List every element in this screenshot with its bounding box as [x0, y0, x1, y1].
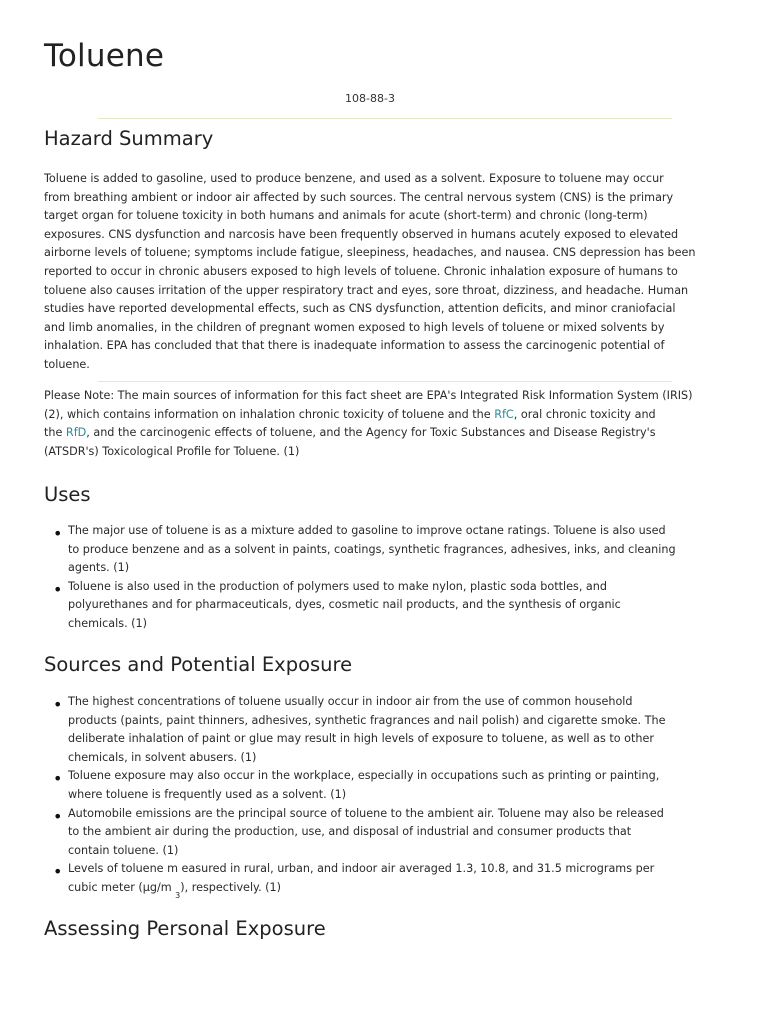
section-divider [98, 381, 672, 382]
list-item: • Toluene exposure may also occur in the workplace, especially in occupations such as printing or painting, where toluene is frequently used as a solvent. (1) [53, 769, 660, 801]
hazard-summary-text: Toluene is added to gasoline, used to produce benzene, and used as a solvent. Exposure to toluene may occur from breathing ambient or indoor air affected by such sources. The central nervous system (CNS) is the primary target organ for toluene toxicity in both humans and animals for acute (short-term) and chronic (long-term) exposures. CNS dysfunction and narcosis have been frequently observed in humans acutely exposed to elevated airborne levels of toluene; symptoms include fatigue, sleepiness, headaches, and nausea. CNS depression has been reported to occur in chronic abusers exposed to high levels of toluene. Chronic inhalation exposure of humans to toluene also causes irritation of the upper respiratory tract and eyes, sore throat, dizziness, and headache. Human studies have reported developmental effects, such as CNS dysfunction, attention deficits, and minor craniofacial and limb anomalies, in the children of pregnant women exposed to high levels of toluene or mixed solvents by inhalation. EPA has concluded that that there is inadequate information to assess the carcinogenic potential of toluene. [44, 172, 696, 371]
list-item: • The highest concentrations of toluene usually occur in indoor air from the use of common household products (paints, paint thinners, adhesives, synthetic fragrances and nail polish) and cigarette smoke. The deliberate inhalation of paint or glue may result in high levels of exposure to toluene, as well as to other chemicals, in solvent abusers. (1) [53, 695, 666, 764]
list-item: • Toluene is also used in the production of polymers used to make nylon, plastic soda bottles, and polyurethanes and for pharmaceuticals, dyes, cosmetic nail products, and the synthesis of organic chemicals. (1) [53, 579, 621, 630]
list-item: • Levels of toluene m easured in rural, urban, and indoor air averaged 1.3, 10.8, and 31.5 micrograms per cubic meter (µg/m $^3$), respectively. (1) [53, 862, 655, 900]
sources-heading: Sources and Potential Exposure [44, 653, 353, 676]
uses-heading: Uses [44, 483, 91, 506]
superscript-3: 3 [175, 890, 181, 900]
sources-list [44, 693, 728, 899]
bullet-icon: • [53, 695, 63, 714]
uses-list [44, 522, 728, 634]
list-item: • The major use of toluene is as a mixture added to gasoline to improve octane ratings. Toluene is also used to produce benzene and as a solvent in paints, coatings, synthetic fragrances, adhesives, inks, and cleaning agents. (1) [53, 524, 676, 575]
list-item: • Automobile emissions are the principal source of toluene to the ambient air. Toluene may also be released to the ambient air during the production, use, and disposal of industrial and consumer products that contain toluene. (1) [53, 806, 664, 857]
bullet-icon: • [53, 862, 63, 882]
bullet-icon: • [53, 524, 63, 543]
bullet-icon: • [53, 769, 63, 789]
bullet-icon: • [53, 579, 63, 599]
title-divider [98, 118, 672, 119]
hazard-summary-heading: Hazard Summary [44, 127, 214, 150]
page-title: Toluene [44, 38, 165, 74]
rfd-link[interactable]: RfD [65, 426, 87, 440]
assessing-exposure-heading: Assessing Personal Exposure [44, 917, 326, 940]
bullet-icon: • [53, 806, 63, 826]
please-note-text: Please Note: The main sources of information for this fact sheet are EPA's Integrated Risk Information System (IRIS) (2), which contains information on inhalation chronic toxicity of toluene and the RfC, oral chronic toxicity and the RfD, and the carcinogenic effects of toluene, and the Agency for Toxic Substances and Disease Registry's (ATSDR's) Toxicological Profile for Toluene. (1) [44, 389, 693, 458]
cas-number: 108-88-3 [345, 92, 395, 105]
rfc-link[interactable]: RfC [494, 407, 514, 421]
